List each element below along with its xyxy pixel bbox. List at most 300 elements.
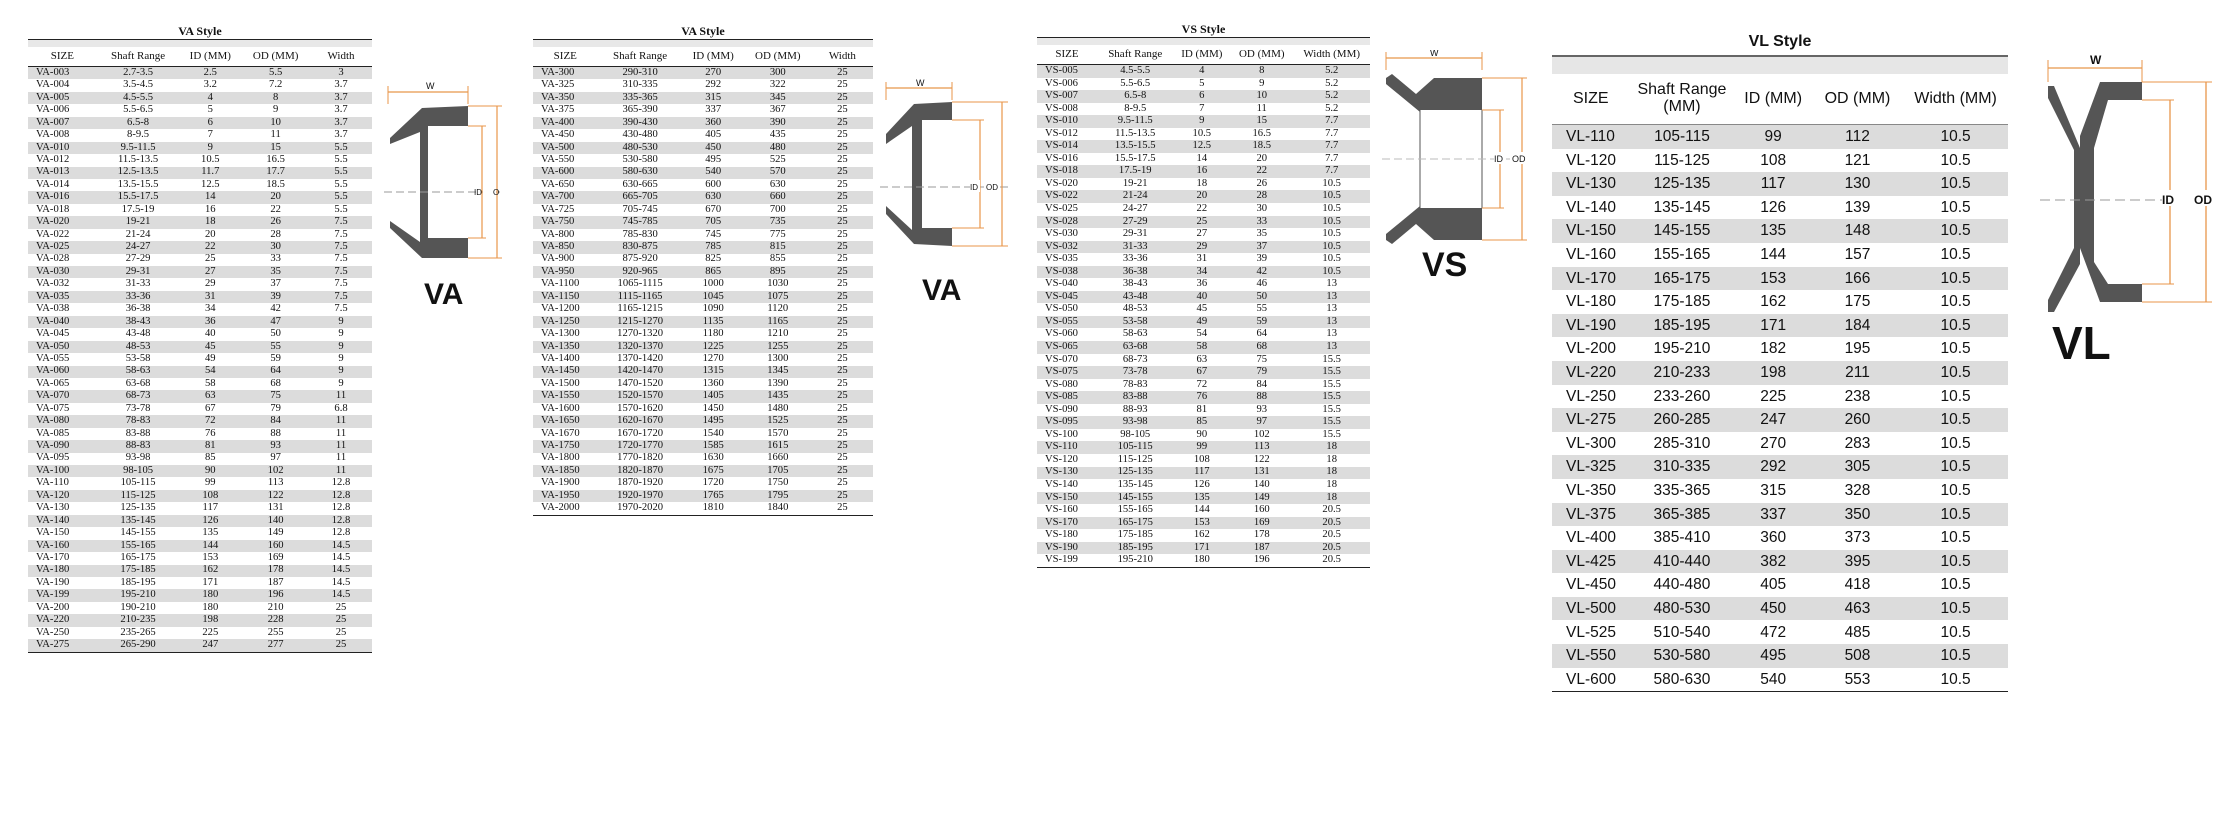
width-cell: 11 — [335, 452, 347, 464]
id-label: ID — [970, 183, 978, 192]
size-cell: VA-075 — [36, 402, 70, 414]
table-row — [533, 179, 873, 191]
width-cell: 14.5 — [310, 565, 372, 577]
size-cell: VS-006 — [1045, 77, 1078, 89]
table-row — [533, 154, 873, 166]
width-label: W — [2090, 53, 2102, 67]
table-row — [533, 167, 873, 179]
shaft-range-cell: 195-210 — [1097, 554, 1174, 567]
od-cell: 20 — [241, 191, 310, 203]
shaft-range-cell: 145-155 — [1630, 219, 1735, 243]
size-cell: VS-090 — [1045, 403, 1078, 415]
table-row — [1037, 416, 1370, 429]
size-cell: VA-028 — [36, 253, 70, 265]
table-row — [28, 303, 372, 315]
od-label: O — [493, 188, 500, 197]
size-cell: VS-045 — [1037, 291, 1097, 304]
od-cell: 175 — [1844, 293, 1871, 311]
size-cell: VL-150 — [1552, 219, 1630, 243]
od-cell: 228 — [241, 614, 310, 626]
width-cell: 18 — [1326, 479, 1337, 491]
table-row — [1037, 190, 1370, 203]
shaft-range-cell: 175-185 — [1653, 293, 1711, 311]
shaft-range-cell: 3.5-4.5 — [123, 79, 154, 91]
size-cell: VS-070 — [1045, 353, 1078, 365]
width-cell: 25 — [310, 614, 372, 626]
od-cell: 1255 — [744, 341, 812, 353]
od-cell: 187 — [267, 576, 284, 588]
table-row — [1037, 253, 1370, 266]
od-cell: 139 — [1844, 198, 1871, 216]
width-cell: 25 — [837, 104, 848, 116]
table-row — [28, 428, 372, 440]
od-cell: 68 — [270, 377, 281, 389]
id-cell: 1045 — [683, 291, 744, 303]
width-cell: 25 — [837, 79, 848, 91]
size-cell: VL-160 — [1566, 246, 1616, 264]
width-cell: 13 — [1293, 316, 1370, 329]
width-cell: 5.5 — [334, 153, 348, 165]
id-cell: 63 — [179, 390, 241, 402]
id-cell: 630 — [683, 191, 744, 203]
size-cell: VA-032 — [36, 278, 70, 290]
width-cell: 6.8 — [334, 402, 348, 414]
header-band — [533, 40, 873, 47]
width-cell: 25 — [837, 178, 848, 190]
width-cell: 25 — [837, 377, 848, 389]
od-cell: 1165 — [744, 316, 812, 328]
table-row — [1552, 455, 2008, 479]
size-cell: VS-020 — [1045, 177, 1078, 189]
id-cell: 1315 — [683, 366, 744, 378]
id-cell: 14 — [179, 191, 241, 203]
table-row — [28, 453, 372, 465]
va-label: VA — [922, 274, 962, 307]
od-cell: 140 — [1253, 479, 1270, 491]
table-row — [1552, 290, 2008, 314]
shaft-range-cell: 165-175 — [120, 551, 156, 563]
table-row — [533, 428, 873, 440]
table-row — [28, 465, 372, 477]
shaft-range-cell: 920-965 — [598, 266, 683, 278]
shaft-range-cell: 630-665 — [622, 178, 658, 190]
width-cell: 10.5 — [1940, 623, 1971, 641]
od-cell: 160 — [1253, 504, 1270, 516]
od-cell: 130 — [1812, 172, 1903, 196]
size-cell: VA-1800 — [541, 452, 580, 464]
width-cell: 10.5 — [1903, 267, 2008, 291]
od-cell: 93 — [1256, 403, 1268, 415]
width-cell: 7.5 — [310, 291, 372, 303]
vs-label: VS — [1422, 246, 1468, 284]
shaft-range-cell: 68-73 — [1122, 353, 1148, 365]
size-cell: VA-1150 — [533, 291, 598, 303]
shaft-range-cell: 9.5-11.5 — [1097, 115, 1174, 128]
size-cell: VA-1200 — [541, 303, 580, 315]
width-cell: 10.5 — [1903, 125, 2008, 149]
vs-style-table — [1037, 22, 1370, 568]
width-cell: 15.5 — [1293, 391, 1370, 404]
shaft-range-cell: 480-530 — [598, 142, 683, 154]
width-cell: 3 — [310, 67, 372, 80]
table-row — [533, 117, 873, 129]
table-row — [1037, 354, 1370, 367]
width-cell: 25 — [837, 452, 848, 464]
id-cell: 36 — [179, 316, 241, 328]
od-cell: 322 — [769, 79, 786, 91]
id-cell: 4 — [179, 92, 241, 104]
width-cell: 25 — [812, 341, 873, 353]
id-cell: 1225 — [683, 341, 744, 353]
shaft-range-cell: 63-68 — [125, 377, 151, 389]
width-cell: 10.5 — [1940, 198, 1971, 216]
size-cell: VS-110 — [1037, 441, 1097, 454]
width-cell: 25 — [812, 316, 873, 328]
size-cell: VA-060 — [28, 366, 97, 378]
width-cell: 25 — [837, 402, 848, 414]
id-cell: 153 — [202, 551, 219, 563]
table-row — [28, 142, 372, 154]
size-cell: VA-012 — [36, 153, 70, 165]
table-title: VA Style — [533, 24, 873, 40]
shaft-range-cell: 115-125 — [1117, 453, 1153, 465]
size-cell: VL-110 — [1552, 125, 1630, 149]
table-title: VA Style — [28, 24, 372, 40]
od-cell: 1795 — [744, 490, 812, 502]
id-cell: 2.5 — [179, 67, 241, 80]
id-cell: 58 — [205, 377, 216, 389]
width-cell: 7.5 — [310, 266, 372, 278]
table-row — [1552, 597, 2008, 621]
size-cell: VA-200 — [36, 601, 70, 613]
size-cell: VA-1400 — [541, 352, 580, 364]
id-cell: 162 — [179, 565, 241, 577]
table-row — [533, 92, 873, 104]
size-cell: VA-750 — [533, 216, 598, 228]
table-row — [1552, 125, 2008, 149]
id-cell: 315 — [1760, 481, 1787, 499]
od-cell: 1075 — [744, 291, 812, 303]
size-cell: VS-065 — [1037, 341, 1097, 354]
id-cell: 7 — [207, 129, 213, 141]
width-cell: 7.5 — [310, 216, 372, 228]
shaft-range-cell: 19-21 — [97, 216, 180, 228]
id-cell: 34 — [205, 303, 216, 315]
va-style-table-large — [533, 24, 873, 516]
vl-profile-diagram — [2040, 52, 2220, 369]
width-cell: 7.7 — [1293, 115, 1370, 128]
id-cell: 153 — [1734, 267, 1812, 291]
col-header-shaft-range: Shaft Range (MM) — [1630, 74, 1735, 125]
od-cell: 300 — [744, 67, 812, 80]
id-cell: 745 — [705, 228, 722, 240]
table-row — [1037, 328, 1370, 341]
id-cell: 4 — [1174, 65, 1231, 78]
size-cell: VA-1670 — [541, 427, 580, 439]
width-cell: 14.5 — [331, 551, 351, 563]
id-cell: 135 — [1734, 219, 1812, 243]
width-cell: 20.5 — [1293, 517, 1370, 530]
width-cell: 10.5 — [1322, 177, 1341, 189]
size-cell: VA-065 — [36, 377, 70, 389]
id-cell: 180 — [202, 601, 219, 613]
shaft-range-cell: 1165-1215 — [617, 303, 663, 315]
id-cell: 108 — [179, 490, 241, 502]
shaft-range-cell: 36-38 — [125, 303, 151, 315]
od-cell: 775 — [769, 228, 786, 240]
table-row — [1552, 526, 2008, 550]
id-cell: 9 — [179, 142, 241, 154]
od-cell: 75 — [1256, 353, 1268, 365]
od-cell: 84 — [1256, 378, 1268, 390]
id-cell: 99 — [1174, 441, 1231, 454]
size-cell: VA-199 — [28, 589, 97, 601]
va-profile-diagram-2 — [880, 78, 1015, 307]
width-cell: 7.5 — [334, 278, 348, 290]
size-cell: VA-1300 — [541, 328, 580, 340]
od-cell: 895 — [744, 266, 812, 278]
size-cell: VS-075 — [1037, 366, 1097, 379]
shaft-range-cell: 98-105 — [1120, 428, 1151, 440]
table-row — [533, 278, 873, 290]
table-body — [533, 67, 873, 516]
id-cell: 382 — [1734, 550, 1812, 574]
size-cell: VA-1250 — [533, 316, 598, 328]
width-cell: 15.5 — [1322, 353, 1341, 365]
shaft-range-cell: 135-145 — [97, 515, 180, 527]
id-cell: 1270 — [702, 352, 724, 364]
id-cell: 85 — [1174, 416, 1231, 429]
table-row — [533, 477, 873, 489]
table-row — [1037, 529, 1370, 542]
shaft-range-cell: 195-210 — [97, 589, 180, 601]
id-cell: 337 — [1734, 503, 1812, 527]
id-cell: 1810 — [683, 502, 744, 515]
od-cell: 64 — [1256, 328, 1268, 340]
id-cell: 1450 — [702, 402, 724, 414]
va-label: VA — [424, 278, 464, 311]
width-cell: 7.5 — [310, 241, 372, 253]
size-cell: VS-038 — [1037, 266, 1097, 279]
width-cell: 25 — [837, 278, 848, 290]
table-row — [1037, 316, 1370, 329]
table-row — [1037, 404, 1370, 417]
width-cell: 10.5 — [1903, 314, 2008, 338]
id-cell: 180 — [1174, 554, 1231, 567]
shaft-range-cell: 68-73 — [97, 390, 180, 402]
width-cell: 25 — [812, 92, 873, 104]
shaft-range-cell: 233-260 — [1653, 387, 1711, 405]
table-row — [28, 179, 372, 191]
table-row — [533, 303, 873, 315]
id-cell: 5 — [207, 104, 213, 116]
size-cell: VS-120 — [1045, 453, 1078, 465]
size-cell: VS-130 — [1037, 467, 1097, 480]
size-cell: VA-700 — [533, 191, 598, 203]
col-header-size: SIZE — [533, 47, 598, 67]
table-row — [28, 627, 372, 639]
size-cell: VS-095 — [1037, 416, 1097, 429]
od-cell: 196 — [241, 589, 310, 601]
table-row — [1552, 219, 2008, 243]
od-cell: 30 — [1256, 202, 1268, 214]
width-cell: 5.2 — [1293, 90, 1370, 103]
col-header-shaft-range: Shaft Range — [1097, 45, 1174, 65]
shaft-range-cell: 185-195 — [1630, 314, 1735, 338]
od-cell: 395 — [1812, 550, 1903, 574]
va-small-table — [28, 47, 372, 653]
id-cell: 36 — [1196, 278, 1208, 290]
size-cell: VL-350 — [1566, 481, 1616, 499]
shaft-range-cell: 8-9.5 — [1124, 102, 1147, 114]
col-header-id: ID (MM) — [1734, 74, 1812, 125]
size-cell: VA-1750 — [533, 440, 598, 452]
od-cell: 367 — [769, 104, 786, 116]
size-cell: VA-1850 — [533, 465, 598, 477]
width-cell: 13 — [1293, 341, 1370, 354]
table-row — [533, 129, 873, 141]
od-cell: 195 — [1844, 340, 1871, 358]
size-cell: VL-325 — [1552, 455, 1630, 479]
table-row — [28, 291, 372, 303]
id-cell: 3.2 — [203, 79, 217, 91]
id-cell: 10.5 — [1192, 127, 1212, 139]
table-row — [1552, 432, 2008, 456]
id-cell: 16 — [205, 203, 216, 215]
od-cell: 1435 — [744, 390, 812, 402]
od-cell: 131 — [1230, 467, 1293, 480]
shaft-range-cell: 1670-1720 — [617, 427, 664, 439]
width-cell: 11 — [310, 440, 372, 452]
od-cell: 35 — [241, 266, 310, 278]
shaft-range-cell: 27-29 — [1097, 216, 1174, 229]
width-cell: 10.5 — [1903, 455, 2008, 479]
size-cell: VA-022 — [36, 228, 70, 240]
id-cell: 1135 — [683, 316, 744, 328]
size-cell: VA-900 — [541, 253, 575, 265]
od-cell: 97 — [270, 452, 281, 464]
id-cell: 67 — [1174, 366, 1231, 379]
header-row — [28, 47, 372, 67]
shaft-range-cell: 105-115 — [1097, 441, 1174, 454]
width-cell: 20.5 — [1322, 504, 1341, 516]
id-cell: 18 — [179, 216, 241, 228]
width-cell: 10.5 — [1903, 597, 2008, 621]
table-row — [533, 229, 873, 241]
table-row — [533, 328, 873, 340]
id-cell: 29 — [205, 278, 216, 290]
table-row — [533, 142, 873, 154]
od-cell: 55 — [241, 341, 310, 353]
table-row — [533, 490, 873, 502]
id-cell: 1360 — [702, 377, 724, 389]
width-cell: 25 — [812, 191, 873, 203]
table-row — [28, 602, 372, 614]
width-cell: 3.7 — [310, 92, 372, 104]
col-header-width: Width — [812, 47, 873, 67]
od-cell: 184 — [1812, 314, 1903, 338]
table-row — [533, 266, 873, 278]
size-cell: VA-2000 — [533, 502, 598, 515]
od-cell: 480 — [744, 142, 812, 154]
shaft-range-cell: 365-390 — [622, 104, 658, 116]
od-cell: 463 — [1812, 597, 1903, 621]
shaft-range-cell: 260-285 — [1630, 408, 1735, 432]
size-cell: VL-375 — [1552, 503, 1630, 527]
width-cell: 18 — [1293, 492, 1370, 505]
table-row — [1552, 314, 2008, 338]
shaft-range-cell: 190-210 — [120, 601, 156, 613]
shaft-range-cell: 1520-1570 — [598, 390, 683, 402]
width-cell: 25 — [812, 390, 873, 402]
od-cell: 260 — [1812, 408, 1903, 432]
table-row — [1037, 228, 1370, 241]
width-cell: 10.5 — [1293, 241, 1370, 254]
shaft-range-cell: 580-630 — [598, 167, 683, 179]
id-cell: 1405 — [683, 390, 744, 402]
id-cell: 450 — [1734, 597, 1812, 621]
size-cell: VA-008 — [36, 129, 70, 141]
shaft-range-cell: 88-93 — [1122, 403, 1148, 415]
id-cell: 6 — [179, 117, 241, 129]
shaft-range-cell: 665-705 — [598, 191, 683, 203]
size-cell: VL-550 — [1552, 644, 1630, 668]
table-row — [28, 229, 372, 241]
shaft-range-cell: 145-155 — [1097, 492, 1174, 505]
id-cell: 31 — [1196, 253, 1208, 265]
size-cell: VL-450 — [1566, 576, 1616, 594]
table-row — [1037, 241, 1370, 254]
width-cell: 9 — [338, 352, 344, 364]
table-row — [1037, 504, 1370, 517]
size-cell: VA-120 — [28, 490, 97, 502]
shaft-range-cell: 83-88 — [1097, 391, 1174, 404]
table-row — [1552, 408, 2008, 432]
id-cell: 90 — [179, 465, 241, 477]
id-cell: 20 — [205, 228, 216, 240]
table-row — [28, 527, 372, 539]
shaft-range-cell: 195-210 — [1653, 340, 1711, 358]
va-profile-diagram — [384, 78, 504, 311]
shaft-range-cell: 105-115 — [1630, 125, 1735, 149]
od-cell: 50 — [270, 328, 281, 340]
id-cell: 135 — [1174, 492, 1231, 505]
width-cell: 10.5 — [1903, 408, 2008, 432]
size-cell: VA-085 — [36, 427, 70, 439]
table-row — [28, 490, 372, 502]
size-cell: VA-080 — [28, 415, 97, 427]
od-cell: 8 — [1230, 65, 1293, 78]
vl-style-table — [1552, 28, 2008, 692]
width-cell: 10.5 — [1293, 216, 1370, 229]
id-cell: 31 — [179, 291, 241, 303]
width-cell: 10.5 — [1940, 246, 1971, 264]
shaft-range-cell: 24-27 — [1122, 202, 1148, 214]
od-cell: 11 — [270, 129, 281, 141]
table-row — [28, 477, 372, 489]
id-cell: 1495 — [683, 415, 744, 427]
table-row — [1037, 78, 1370, 91]
shaft-range-cell: 43-48 — [125, 328, 151, 340]
od-cell: 149 — [1230, 492, 1293, 505]
width-cell: 12.8 — [331, 502, 351, 514]
table-row — [1037, 391, 1370, 404]
table-row — [28, 589, 372, 601]
size-cell: VS-170 — [1037, 517, 1097, 530]
od-cell: 630 — [769, 178, 786, 190]
shaft-range-cell: 440-480 — [1653, 576, 1711, 594]
id-cell: 292 — [1734, 455, 1812, 479]
